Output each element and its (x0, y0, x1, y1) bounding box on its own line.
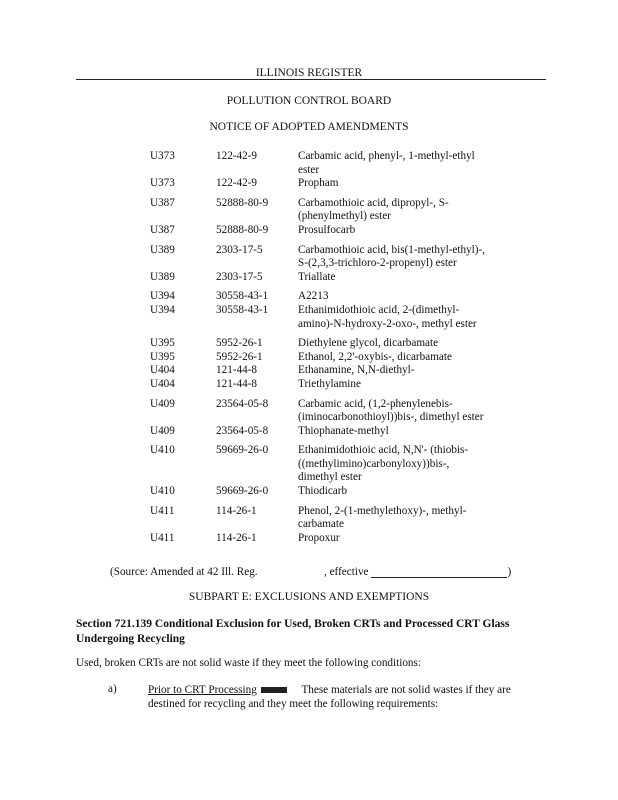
table-row (150, 364, 490, 378)
waste-code-cell: U410 (150, 485, 175, 498)
substance-name-cell: Carbamothioic acid, bis(1-methyl-ethyl)-, S-(2,3,3-trichloro-2-propenyl) ester (298, 243, 486, 270)
table-row (150, 532, 490, 546)
substance-name-cell: Ethanimidothioic acid, N,N'- (thiobis-((methylimino)carbonyloxy))bis-, dimethyl ester (298, 444, 469, 484)
waste-code-cell: U410 (150, 444, 175, 457)
substance-name-cell: Ethanamine, N,N-diethyl- (298, 364, 415, 377)
table-row (150, 485, 490, 499)
cas-number-cell: 114-26-1 (216, 531, 257, 544)
waste-code-cell: U387 (150, 223, 175, 236)
source-note (110, 565, 530, 578)
waste-code-cell: U404 (150, 364, 175, 377)
item-text (148, 683, 548, 711)
table-row (150, 224, 490, 238)
cas-number-cell: 2303-17-5 (216, 270, 263, 283)
waste-code-cell: U394 (150, 303, 175, 316)
cas-number-cell: 122-42-9 (216, 177, 258, 190)
waste-code-cell: U409 (150, 397, 175, 410)
table-row (150, 197, 490, 224)
cas-number-cell: 52888-80-9 (216, 196, 269, 209)
substance-name-cell: Diethylene glycol, dicarbamate (298, 337, 439, 350)
intro-paragraph: Used, broken CRTs are not solid waste if they meet the following conditions: (76, 657, 421, 669)
subpart-heading: SUBPART E: EXCLUSIONS AND EXEMPTIONS (188, 591, 430, 603)
hazardous-waste-table (150, 150, 490, 545)
cas-number-cell: 59669-26-0 (216, 444, 269, 457)
substance-name-cell: Triallate (298, 270, 336, 283)
table-row (150, 177, 490, 191)
header-rule (76, 79, 546, 80)
notice-title: NOTICE OF ADOPTED AMENDMENTS (209, 121, 409, 133)
item-rest: These materials are not solid wastes if they are destined for recycling and they meet the following requirements: (148, 684, 511, 710)
cas-number-cell: 23564-05-8 (216, 424, 269, 437)
table-row (150, 444, 490, 485)
table-row (150, 304, 490, 331)
section-heading: Section 721.139 Conditional Exclusion for Used, Broken CRTs and Processed CRT Glass Undergoing Recycling (76, 618, 510, 645)
register-title (0, 67, 618, 79)
cas-number-cell: 2303-17-5 (216, 243, 263, 256)
table-row (150, 398, 490, 425)
cas-number-cell: 59669-26-0 (216, 485, 269, 498)
table-row (150, 351, 490, 365)
waste-code-cell: U394 (150, 290, 175, 303)
cas-number-cell: 121-44-8 (216, 364, 258, 377)
table-row (150, 378, 490, 392)
table-row (150, 244, 490, 271)
table-row (150, 290, 490, 304)
table-row (150, 150, 490, 177)
waste-code-cell: U373 (150, 177, 175, 190)
table-row (150, 425, 490, 439)
board-name: POLLUTION CONTROL BOARD (226, 95, 392, 107)
source-effective: , effective (324, 566, 369, 578)
waste-code-cell: U389 (150, 243, 175, 256)
cas-number-cell: 30558-43-1 (216, 290, 269, 303)
register-title-text: ILLINOIS REGISTER (250, 67, 368, 79)
waste-code-cell: U404 (150, 377, 175, 390)
substance-name-cell: Prosulfocarb (298, 223, 356, 236)
effective-date-blank (371, 565, 507, 578)
cas-number-cell: 30558-43-1 (216, 303, 269, 316)
substance-name-cell: Carbamic acid, phenyl-, 1-methyl-ethyl ester (298, 150, 475, 176)
substance-name-cell: Thiodicarb (298, 485, 348, 498)
waste-code-cell: U373 (150, 150, 175, 162)
item-lead: Prior to CRT Processing (148, 684, 257, 696)
substance-name-cell: Triethylamine (298, 377, 361, 390)
waste-code-cell: U411 (150, 531, 175, 544)
cas-number-cell: 114-26-1 (216, 504, 257, 517)
source-text: (Source: Amended at 42 Ill. Reg. (110, 566, 258, 578)
item-label: a) (108, 683, 117, 695)
cas-number-cell: 52888-80-9 (216, 223, 269, 236)
substance-name-cell: Ethanol, 2,2'-oxybis-, dicarbamate (298, 350, 452, 363)
cas-number-cell: 121-44-8 (216, 377, 258, 390)
substance-name-cell: Ethanimidothioic acid, 2-(dimethyl-amino)-N-hydroxy-2-oxo-, methyl ester (298, 303, 477, 330)
redaction-mark (261, 687, 287, 693)
waste-code-cell: U395 (150, 337, 175, 350)
substance-name-cell: Phenol, 2-(1-methylethoxy)-, methyl-carbamate (298, 504, 467, 531)
waste-code-cell: U411 (150, 504, 175, 517)
substance-name-cell: Carbamothioic acid, dipropyl-, S-(phenylmethyl) ester (298, 196, 449, 223)
substance-name-cell: Carbamic acid, (1,2-phenylenebis-(iminocarbonothioyl))bis-, dimethyl ester (298, 397, 484, 424)
waste-code-cell: U395 (150, 350, 175, 363)
cas-number-cell: 23564-05-8 (216, 397, 269, 410)
cas-number-cell: 5952-26-1 (216, 350, 263, 363)
list-item-a (108, 683, 548, 711)
substance-name-cell: Propoxur (298, 531, 340, 544)
cas-number-cell: 5952-26-1 (216, 337, 263, 350)
table-row (150, 337, 490, 351)
waste-code-cell: U409 (150, 424, 175, 437)
cas-number-cell: 122-42-9 (216, 150, 258, 162)
waste-code-cell: U387 (150, 196, 175, 209)
substance-name-cell: Propham (298, 177, 339, 190)
substance-name-cell: A2213 (298, 290, 329, 303)
table-row (150, 271, 490, 285)
source-close: ) (507, 566, 512, 578)
table-row (150, 505, 490, 532)
substance-name-cell: Thiophanate-methyl (298, 424, 389, 437)
waste-code-cell: U389 (150, 270, 175, 283)
